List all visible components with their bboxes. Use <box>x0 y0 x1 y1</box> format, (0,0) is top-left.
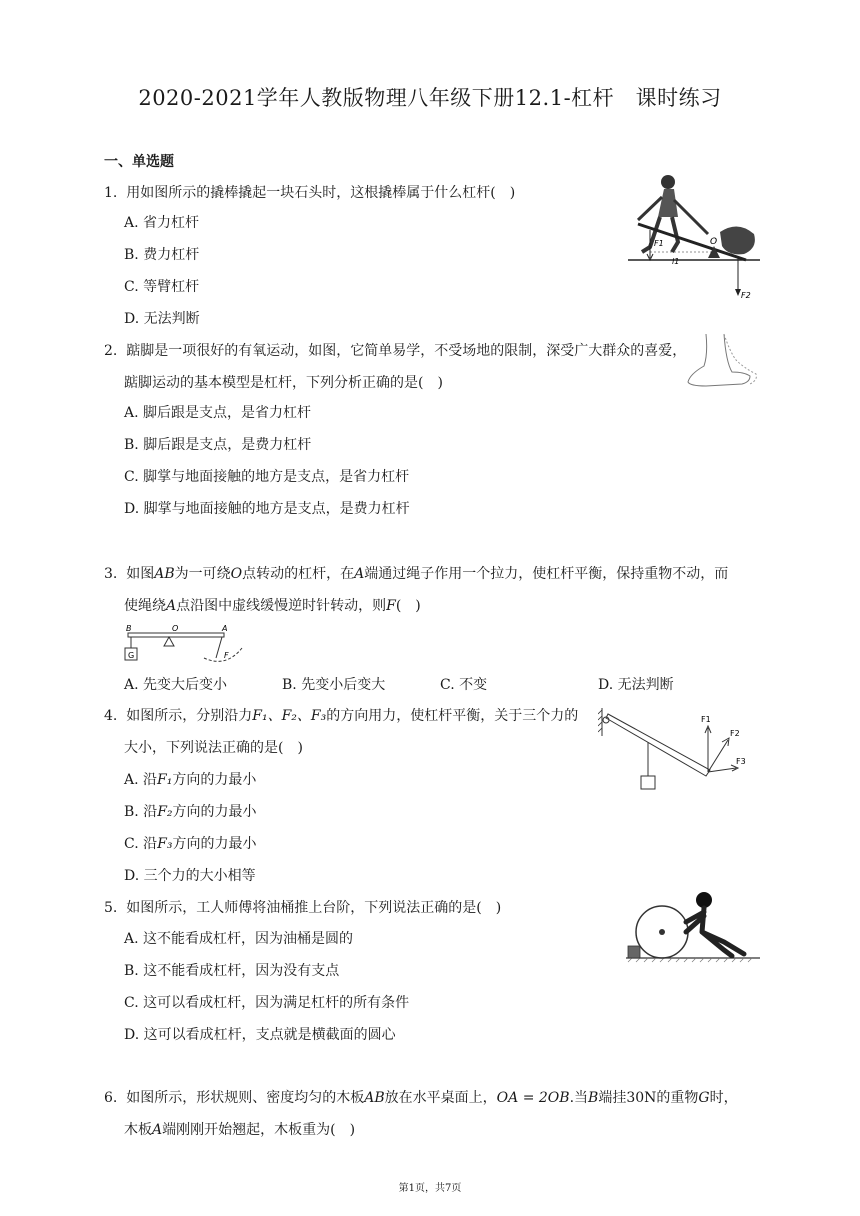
label-a: A <box>222 624 228 633</box>
question-text: 用如图所示的撬棒撬起一块石头时，这根撬棒属于什么杠杆( ) <box>126 185 516 201</box>
question-5 <box>104 898 501 918</box>
option-a: A. 这不能看成杠杆，因为油桶是圆的 <box>124 931 354 947</box>
label-f3: F3 <box>736 757 746 766</box>
question-6-line-2 <box>124 1120 355 1140</box>
label-o: O <box>710 237 718 247</box>
label-b: B <box>126 624 132 633</box>
question-text: 端刚刚开始翘起，木板重为( ) <box>162 1122 356 1138</box>
question-6-line-1 <box>104 1088 738 1108</box>
option-a: A. 脚后跟是支点，是省力杠杆 <box>124 405 312 421</box>
option-text: D. 三个力的大小相等 <box>124 868 256 884</box>
label-f: F <box>224 651 229 660</box>
question-number: 4. <box>104 708 118 724</box>
lever-three-forces-figure <box>598 706 752 794</box>
question-number: 2. <box>104 343 118 359</box>
question-text: .当 <box>569 1090 589 1106</box>
var-b: B <box>588 1090 599 1106</box>
question-text: 如图所示，分别沿力 <box>126 708 253 724</box>
page-footer: 第1页，共7页 <box>398 1183 462 1194</box>
section-heading: 一、单选题 <box>104 154 174 170</box>
label-l1: l1 <box>672 257 680 266</box>
question-text: 踮脚是一项很好的有氧运动，如图，它简单易学，不受场地的限制，深受广大群众的喜爱， <box>126 343 687 359</box>
option-b: B. 脚后跟是支点，是费力杠杆 <box>124 437 312 453</box>
option-text: 方向的力最小 <box>172 772 257 788</box>
question-text: 的重物 <box>656 1090 699 1106</box>
var-a: A <box>354 566 365 582</box>
question-text: 木板 <box>124 1122 152 1138</box>
question-number: 3. <box>104 566 118 582</box>
option-text: 方向的力最小 <box>172 836 257 852</box>
question-4-line-1 <box>104 706 578 726</box>
var-a: A <box>152 1122 163 1138</box>
question-2-line-2: 踮脚运动的基本模型是杠杆，下列分析正确的是( ) <box>124 375 443 391</box>
question-1 <box>104 183 515 203</box>
var-f3: F₃ <box>157 836 173 852</box>
option-d: D. 这可以看成杠杆，支点就是横截面的圆心 <box>124 1027 396 1043</box>
question-4-line-2: 大小，下列说法正确的是( ) <box>124 740 303 756</box>
var-a: A <box>166 598 177 614</box>
question-text: 端挂 <box>598 1090 627 1106</box>
option-text: C. 沿 <box>124 836 158 852</box>
option-a: A. 省力杠杆 <box>124 215 200 231</box>
label-f1: F1 <box>654 239 664 248</box>
label-f1: F1 <box>701 715 711 724</box>
option-b: B. 费力杠杆 <box>124 247 200 263</box>
option-b: B. 先变小后变大 <box>282 677 386 693</box>
question-3-line-2 <box>124 596 421 616</box>
quantity: 30N <box>626 1090 657 1106</box>
option-d: D. 无法判断 <box>598 677 674 693</box>
option-d: D. 无法判断 <box>124 311 200 327</box>
lever-rope-figure <box>122 622 246 668</box>
var-f: F <box>386 598 396 614</box>
question-text: 如图 <box>126 566 155 582</box>
var-ab: AB <box>364 1090 385 1106</box>
var-o: O <box>230 566 243 582</box>
option-d <box>124 866 256 886</box>
question-number: 6. <box>104 1090 118 1106</box>
crowbar-figure <box>628 172 760 302</box>
option-text: 方向的力最小 <box>172 804 257 820</box>
var-g: G <box>698 1090 710 1106</box>
var-forces: F₁、F₂、F₃ <box>252 708 327 724</box>
question-text: 点转动的杠杆，在 <box>242 566 355 582</box>
page-title: 2020-2021学年人教版物理八年级下册12.1-杠杆 课时练习 <box>138 86 722 110</box>
option-d: D. 脚掌与地面接触的地方是支点，是费力杠杆 <box>124 501 410 517</box>
tiptoe-foot-figure <box>684 332 760 390</box>
label-f2: F2 <box>730 729 740 738</box>
option-b <box>124 802 257 822</box>
option-c: C. 不变 <box>440 677 488 693</box>
question-text: ( ) <box>395 598 421 614</box>
option-a <box>124 770 256 790</box>
question-text: 点沿图中虚线缓慢逆时针转动，则 <box>176 598 387 614</box>
var-f2: F₂ <box>157 804 173 820</box>
var-ab: AB <box>154 566 175 582</box>
question-text: 使绳绕 <box>124 598 166 614</box>
option-c: C. 这可以看成杠杆，因为满足杠杆的所有条件 <box>124 995 410 1011</box>
question-number: 5. <box>104 900 118 916</box>
option-text: B. 沿 <box>124 804 158 820</box>
option-c: C. 脚掌与地面接触的地方是支点，是省力杠杆 <box>124 469 410 485</box>
question-text: 的方向用力，使杠杆平衡，关于三个力的 <box>326 708 579 724</box>
label-o: O <box>172 624 179 633</box>
option-c <box>124 834 256 854</box>
option-b: B. 这不能看成杠杆，因为没有支点 <box>124 963 340 979</box>
question-number: 1. <box>104 185 118 201</box>
question-text: 如图所示，工人师傅将油桶推上台阶，下列说法正确的是( ) <box>126 900 502 916</box>
var-f1: F₁ <box>157 772 173 788</box>
question-text: 如图所示，形状规则、密度均匀的木板 <box>126 1090 365 1106</box>
question-text: 端通过绳子作用一个拉力，使杠杆平衡，保持重物不动，而 <box>364 566 729 582</box>
label-g: G <box>128 651 135 660</box>
question-3-line-1 <box>104 564 728 584</box>
equation: OA = 2OB <box>496 1090 570 1106</box>
question-text: 时， <box>709 1090 738 1106</box>
option-a: A. 先变大后变小 <box>124 677 228 693</box>
label-f2: F2 <box>741 291 751 300</box>
question-text: 为一可绕 <box>174 566 231 582</box>
option-c: C. 等臂杠杆 <box>124 279 200 295</box>
oil-drum-figure <box>624 888 762 968</box>
question-2-line-1 <box>104 341 686 361</box>
option-text: A. 沿 <box>124 772 158 788</box>
question-text: 放在水平桌面上， <box>384 1090 497 1106</box>
